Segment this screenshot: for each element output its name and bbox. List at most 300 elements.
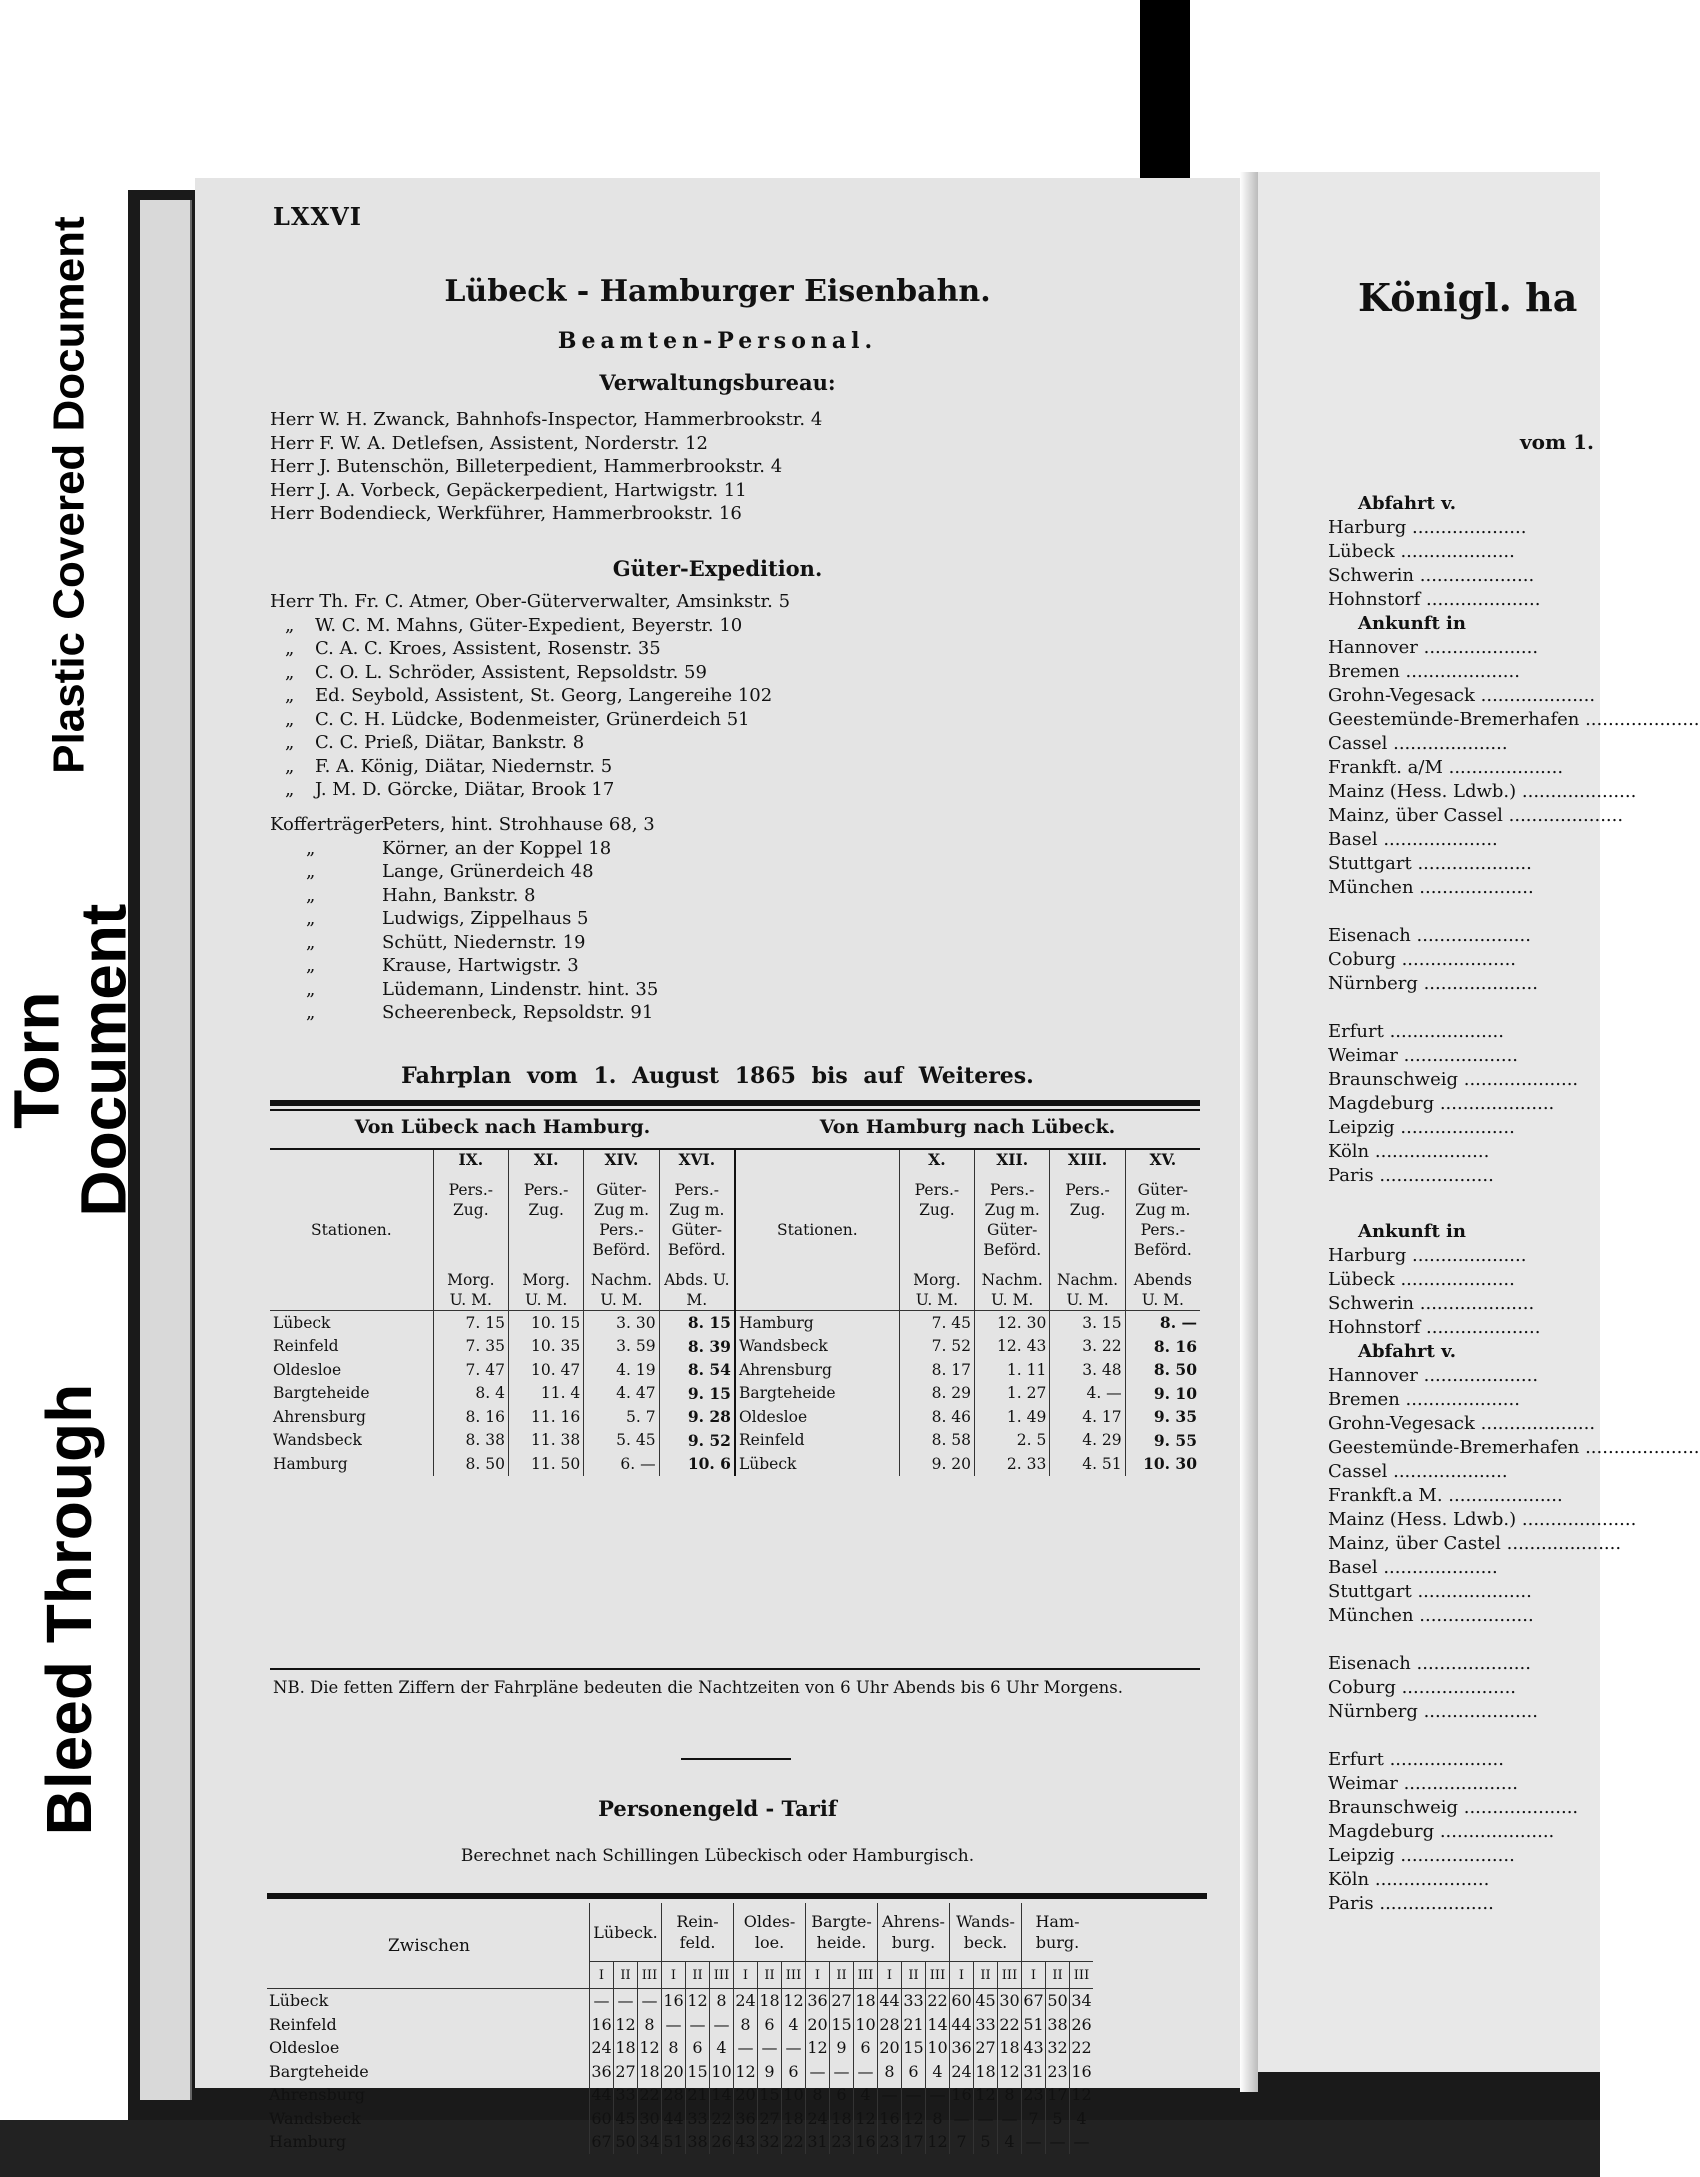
departure-time: 12. 30 [975, 1311, 1050, 1335]
fare-value: 7 [1022, 2107, 1046, 2131]
schedule-title: Fahrplan vom 1. August 1865 bis auf Weiteres. [401, 1063, 1034, 1089]
fare-value: — [1022, 2130, 1046, 2154]
list-item [1328, 756, 1700, 780]
fare-value: 22 [782, 2130, 806, 2154]
train-column-header [975, 1150, 1050, 1311]
departure-time: 11. 16 [508, 1405, 583, 1429]
departure-time: 5. 7 [584, 1405, 659, 1429]
list-item [1328, 1676, 1700, 1700]
fare-value: — [686, 2013, 710, 2037]
list-item [1328, 1580, 1700, 1604]
list-item [1328, 1068, 1700, 1092]
fare-value: 7 [950, 2130, 974, 2154]
class-header: I [806, 1962, 830, 1989]
leader-dots: .................... [1579, 1437, 1700, 1458]
fare-value: 28 [878, 2013, 902, 2037]
list-item-text: Peters, hint. Strohhause 68, 3 [382, 814, 655, 835]
station-name: Wandsbeck [273, 1431, 362, 1450]
list-item [1328, 588, 1700, 612]
train-column-header [659, 1150, 735, 1311]
list-item [1328, 708, 1700, 732]
leader-dots: .................... [1369, 1869, 1490, 1890]
ditto-mark: „ [306, 931, 316, 953]
fare-value: 18 [758, 1989, 782, 2013]
station-name: Hamburg [273, 1454, 348, 1473]
fare-value: 24 [950, 2060, 974, 2084]
station-name: Mainz, über Cassel [1328, 805, 1503, 826]
station-name: Reinfeld [269, 2014, 337, 2034]
fare-value: 23 [878, 2130, 902, 2154]
fare-value: 33 [974, 2013, 998, 2037]
carrier-list [270, 813, 659, 1023]
fare-value: 22 [710, 2107, 734, 2131]
station-name: Mainz (Hess. Ldwb.) [1328, 781, 1517, 802]
departure-time: 8. 17 [899, 1358, 974, 1382]
fare-value: 12 [782, 1989, 806, 2013]
fare-value: 67 [590, 2130, 614, 2154]
fare-value: 38 [1046, 2013, 1070, 2037]
ditto-mark: „ [285, 614, 295, 636]
fare-value: 18 [614, 2036, 638, 2060]
fare-value: 18 [854, 1989, 878, 2013]
departure-time: 7. 15 [433, 1311, 508, 1335]
ditto-mark: „ [306, 978, 316, 1000]
fare-value: 27 [974, 2036, 998, 2060]
list-item [1328, 1820, 1700, 1844]
departure-time: 3. 59 [584, 1335, 659, 1359]
station-name: Köln [1328, 1141, 1370, 1162]
fare-value: 16 [1070, 2060, 1094, 2084]
station-name: Braunschweig [1328, 1069, 1458, 1090]
departure-time: 8. — [1125, 1311, 1200, 1335]
station-name: Weimar [1328, 1045, 1398, 1066]
list-item: Herr F. W. A. Detlefsen, Assistent, Norderstr. 12 [270, 432, 709, 454]
page-title: Lübeck - Hamburger Eisenbahn. [444, 274, 991, 309]
station-name: Erfurt [1328, 1021, 1384, 1042]
station-name: Hohnstorf [1328, 589, 1421, 610]
table-row [267, 1989, 1093, 2013]
fare-value: 27 [830, 1989, 854, 2013]
leader-dots: .................... [1394, 1117, 1515, 1138]
list-item-text: F. A. König, Diätar, Niedernstr. 5 [315, 755, 613, 777]
fare-value: 4 [854, 2083, 878, 2107]
fare-value: 18 [974, 2060, 998, 2084]
list-item: Herr J. Butenschön, Billeterpedient, Hammerbrookstr. 4 [270, 456, 783, 477]
list-item [1328, 1796, 1700, 1820]
list-item [1328, 1364, 1700, 1388]
train-number: XV. [1149, 1150, 1177, 1169]
table-row [270, 1429, 1200, 1453]
departure-time: 8. 16 [433, 1405, 508, 1429]
leader-dots: .................... [1394, 1269, 1515, 1290]
list-item [270, 614, 790, 638]
station-name: Erfurt [1328, 1749, 1384, 1770]
train-number: XII. [996, 1150, 1029, 1169]
ditto-mark: „ [306, 884, 316, 906]
fare-value: 36 [734, 2107, 758, 2131]
train-number: XVI. [678, 1150, 716, 1169]
train-time-unit: Morg. U. M. [447, 1271, 495, 1309]
station-name: Hannover [1328, 637, 1418, 658]
list-item [1328, 1892, 1700, 1916]
departure-time: 4. — [1050, 1382, 1125, 1406]
fare-value: — [662, 2013, 686, 2037]
leader-dots: .................... [1442, 1485, 1563, 1506]
bureau-heading: Verwaltungsbureau: [599, 370, 836, 395]
list-item [1328, 636, 1700, 660]
station-name: Cassel [1328, 733, 1388, 754]
leader-dots: .................... [1411, 853, 1532, 874]
list-item [1328, 1844, 1700, 1868]
station-name: Harburg [1328, 1245, 1407, 1266]
station-name: Hannover [1328, 1365, 1418, 1386]
fare-value: — [1070, 2130, 1094, 2154]
right-page-title: Königl. ha [1358, 275, 1578, 320]
fare-value: 8 [926, 2107, 950, 2131]
ditto-mark: „ [306, 861, 316, 882]
class-header: II [974, 1962, 998, 1989]
fare-value: 18 [638, 2060, 662, 2084]
list-heading: Abfahrt v. [1358, 1341, 1457, 1362]
departure-time: 3. 15 [1050, 1311, 1125, 1335]
table-row [267, 2083, 1093, 2107]
list-item [1328, 828, 1700, 852]
list-item [270, 813, 658, 837]
fare-value: 8 [998, 2083, 1022, 2107]
leader-dots: .................... [1383, 1021, 1504, 1042]
fare-value: — [854, 2060, 878, 2084]
departure-time: 9. 15 [659, 1382, 735, 1406]
list-item-text: Lüdemann, Lindenstr. hint. 35 [382, 978, 659, 1000]
station-name: Ahrensburg [735, 1358, 899, 1382]
fare-value: 15 [686, 2060, 710, 2084]
fare-value: 45 [974, 1989, 998, 2013]
fare-value: — [758, 2036, 782, 2060]
station-name: Lübeck [1328, 541, 1395, 562]
fare-value: 21 [902, 2013, 926, 2037]
ditto-mark: „ [285, 638, 295, 659]
list-item [270, 637, 790, 661]
station-name: Köln [1328, 1869, 1370, 1890]
fare-value: 16 [854, 2130, 878, 2154]
station-name: Ahrensburg [269, 2085, 365, 2105]
station-name: München [1328, 1605, 1414, 1626]
leader-dots: .................... [1414, 1293, 1535, 1314]
leader-dots: .................... [1395, 1677, 1517, 1698]
ditto-mark: „ [285, 685, 295, 706]
fare-value: 20 [662, 2060, 686, 2084]
tariff-subtitle: Berechnet nach Schillingen Lübeckisch oder Hamburgisch. [460, 1846, 975, 1866]
list-item [270, 954, 658, 978]
fare-value: 22 [998, 2013, 1022, 2037]
list-item [270, 684, 790, 708]
fare-value: 10 [926, 2036, 950, 2060]
leader-dots: .................... [1434, 1093, 1555, 1114]
train-column-header [584, 1150, 659, 1311]
tariff-title: Personengeld - Tarif [598, 1796, 837, 1821]
goods-heading: Güter-Expedition. [612, 556, 823, 581]
fare-value: 12 [974, 2083, 998, 2107]
departure-time: 4. 17 [1050, 1405, 1125, 1429]
station-list [1328, 492, 1700, 1188]
train-kind: Pers.-Zug. [914, 1181, 960, 1219]
fare-value: 8 [878, 2060, 902, 2084]
fare-value: 12 [614, 2013, 638, 2037]
list-item [1328, 540, 1700, 564]
leader-dots: .................... [1442, 757, 1564, 778]
fare-value: 6 [686, 2036, 710, 2060]
fare-value: 23 [830, 2130, 854, 2154]
list-item [1328, 1604, 1700, 1628]
leader-dots: .................... [1474, 685, 1596, 706]
fare-value: 24 [734, 1989, 758, 2013]
leader-dots: .................... [1399, 1389, 1520, 1410]
fare-value: 22 [1070, 2036, 1094, 2060]
departure-time: 4. 47 [584, 1382, 659, 1406]
train-column-header [508, 1150, 583, 1311]
list-item [1328, 660, 1700, 684]
list-item [270, 731, 790, 755]
departure-time: 8. 39 [659, 1335, 735, 1359]
leader-dots: .................... [1579, 709, 1700, 730]
list-item [1328, 1116, 1700, 1140]
fare-value: — [902, 2083, 926, 2107]
fare-value: 51 [1022, 2013, 1046, 2037]
list-heading: Ankunft in [1358, 613, 1466, 634]
fare-value: 12 [1070, 2083, 1094, 2107]
station-name: Geestemünde-Bremerhafen [1328, 1437, 1580, 1458]
list-item [1328, 1868, 1700, 1892]
list-item-text: J. M. D. Görcke, Diätar, Brook 17 [315, 779, 615, 800]
class-header: III [1070, 1962, 1094, 1989]
fare-value: 26 [710, 2130, 734, 2154]
fare-value: 34 [1070, 1989, 1094, 2013]
station-name: Cassel [1328, 1461, 1388, 1482]
left-page [195, 178, 1240, 2152]
departure-time: 9. 52 [659, 1429, 735, 1453]
fare-value: 17 [902, 2130, 926, 2154]
station-name: Paris [1328, 1165, 1374, 1186]
fare-value: 15 [830, 2013, 854, 2037]
class-header: II [830, 1962, 854, 1989]
fare-value: 32 [758, 2130, 782, 2154]
train-number: X. [928, 1150, 946, 1169]
departure-time: 11. 38 [508, 1429, 583, 1453]
class-header: I [878, 1962, 902, 1989]
station-name: Weimar [1328, 1773, 1398, 1794]
leader-dots: .................... [1394, 541, 1515, 562]
train-kind: Pers.-Zug. [523, 1181, 569, 1219]
station-name: Grohn-Vegesack [1328, 685, 1475, 706]
ditto-mark: „ [285, 755, 295, 777]
list-item [1328, 1460, 1700, 1484]
divider [681, 1758, 791, 1760]
train-time-unit: Nachm. U. M. [590, 1271, 652, 1309]
station-name: Bargteheide [269, 2061, 369, 2081]
fare-value: 4 [1070, 2107, 1094, 2131]
fare-value: 6 [830, 2083, 854, 2107]
station-name: Eisenach [1328, 1653, 1411, 1674]
train-number: XIV. [604, 1150, 639, 1169]
departure-time: 8. 15 [659, 1311, 735, 1335]
train-kind: Güter-Zug m. Pers.-Beförd. [1133, 1181, 1192, 1259]
leader-dots: .................... [1406, 517, 1527, 538]
ditto-mark: „ [306, 1002, 316, 1023]
station-group-header: Wands-beck. [950, 1903, 1022, 1962]
station-name: Eisenach [1328, 925, 1411, 946]
station-name: Leipzig [1328, 1117, 1395, 1138]
list-item [1328, 948, 1700, 972]
fare-value: 16 [950, 2083, 974, 2107]
departure-time: 8. 46 [899, 1405, 974, 1429]
leader-dots: .................... [1411, 1581, 1532, 1602]
fare-value: 44 [590, 2083, 614, 2107]
page-number: LXXVI [273, 202, 362, 231]
label-plastic-covered: Plastic Covered Document [44, 216, 94, 774]
train-time-unit: Nachm. U. M. [1056, 1271, 1119, 1309]
departure-time: 3. 30 [584, 1311, 659, 1335]
ditto-mark: „ [306, 908, 316, 929]
fare-value: 8 [710, 1989, 734, 2013]
fare-value: 18 [830, 2107, 854, 2131]
fare-value: 38 [686, 2130, 710, 2154]
train-number: XIII. [1067, 1150, 1108, 1169]
fare-value: 50 [1046, 1989, 1070, 2013]
station-name: Schwerin [1328, 565, 1415, 586]
class-header: III [710, 1962, 734, 1989]
table-row [270, 1405, 1200, 1429]
leader-dots: .................... [1417, 1701, 1538, 1722]
departure-time: 8. 54 [659, 1358, 735, 1382]
departure-time: 7. 47 [433, 1358, 508, 1382]
fare-value: 24 [806, 2107, 830, 2131]
list-item-text: Krause, Hartwigstr. 3 [382, 955, 579, 976]
departure-time: 7. 35 [433, 1335, 508, 1359]
departure-time: 5. 45 [584, 1429, 659, 1453]
list-item-text: Ludwigs, Zippelhaus 5 [382, 908, 589, 929]
departure-time: 9. 28 [659, 1405, 735, 1429]
fare-value: 23 [1046, 2060, 1070, 2084]
list-item [1328, 852, 1700, 876]
list-item [270, 755, 790, 779]
departure-time: 11. 4 [508, 1382, 583, 1406]
fare-value: 27 [758, 2107, 782, 2131]
list-item [1328, 1268, 1700, 1292]
leader-dots: .................... [1414, 565, 1535, 586]
station-name: München [1328, 877, 1414, 898]
station-name: Coburg [1328, 949, 1396, 970]
fare-value: 28 [662, 2083, 686, 2107]
leader-dots: .................... [1474, 1413, 1596, 1434]
departure-time: 12. 43 [975, 1335, 1050, 1359]
list-item [1328, 564, 1700, 588]
station-name: Reinfeld [273, 1337, 339, 1356]
fare-value: 20 [878, 2036, 902, 2060]
list-item [1328, 1556, 1700, 1580]
station-name: Hamburg [269, 2132, 347, 2152]
list-item-text: Scheerenbeck, Repsoldstr. 91 [382, 1002, 654, 1023]
departure-time: 8. 50 [433, 1452, 508, 1476]
class-header: I [734, 1962, 758, 1989]
fare-value: 31 [1022, 2060, 1046, 2084]
divider [270, 1668, 1200, 1670]
fare-value: 14 [710, 2083, 734, 2107]
departure-time: 7. 52 [899, 1335, 974, 1359]
fare-value: — [830, 2060, 854, 2084]
leader-dots: .................... [1397, 1773, 1519, 1794]
fare-value: 6 [902, 2060, 926, 2084]
fare-table [267, 1903, 1093, 2154]
station-name: Schwerin [1328, 1293, 1415, 1314]
table-row [267, 2107, 1093, 2131]
leader-dots: .................... [1369, 1141, 1490, 1162]
class-header: I [662, 1962, 686, 1989]
fare-value: 67 [1022, 1989, 1046, 2013]
leader-dots: .................... [1377, 829, 1498, 850]
fare-value: 30 [638, 2107, 662, 2131]
class-header: III [782, 1962, 806, 1989]
leader-dots: .................... [1377, 1557, 1498, 1578]
list-item [270, 884, 658, 908]
station-name: Ahrensburg [273, 1407, 366, 1426]
right-page [1258, 172, 1700, 2072]
label-torn-document: Torn Document [0, 903, 139, 1217]
fare-value: 4 [710, 2036, 734, 2060]
departure-time: 4. 29 [1050, 1429, 1125, 1453]
class-header: III [998, 1962, 1022, 1989]
fare-value: 16 [590, 2013, 614, 2037]
departure-time: 10. 15 [508, 1311, 583, 1335]
train-column-header [433, 1150, 508, 1311]
fare-value: 5 [974, 2130, 998, 2154]
staff-heading: Beamten-Personal. [557, 328, 878, 354]
list-item [270, 708, 790, 732]
fare-value: 8 [638, 2013, 662, 2037]
book-gutter [1240, 172, 1258, 2092]
list-item [1328, 804, 1700, 828]
divider [267, 1893, 1207, 1899]
leader-dots: .................... [1387, 733, 1508, 754]
leader-dots: .................... [1420, 1317, 1541, 1338]
leader-dots: .................... [1413, 877, 1534, 898]
leader-dots: .................... [1516, 781, 1637, 802]
departure-time: 9. 55 [1125, 1429, 1200, 1453]
list-item [1328, 1020, 1700, 1044]
table-row [267, 2060, 1093, 2084]
fare-value: 44 [662, 2107, 686, 2131]
fare-value: 9 [758, 2060, 782, 2084]
fare-value: 10 [710, 2060, 734, 2084]
list-item-text: Schütt, Niedernstr. 19 [382, 931, 586, 953]
list-item [270, 661, 790, 685]
table-row [270, 1452, 1200, 1476]
class-header: I [1022, 1962, 1046, 1989]
list-item [1328, 1700, 1700, 1724]
departure-time: 8. 29 [899, 1382, 974, 1406]
stations-header: Stationen. [270, 1150, 433, 1311]
fare-value: 18 [998, 2036, 1022, 2060]
fare-value: 22 [926, 1989, 950, 2013]
departure-time: 11. 50 [508, 1452, 583, 1476]
station-name: Bargteheide [273, 1384, 370, 1403]
list-item [1328, 1316, 1700, 1340]
departure-time: 2. 33 [975, 1452, 1050, 1476]
list-item [270, 860, 658, 884]
departure-time: 10. 35 [508, 1335, 583, 1359]
fare-value: 17 [1046, 2083, 1070, 2107]
book-edge [140, 200, 192, 2100]
departure-time: 6. — [584, 1452, 659, 1476]
